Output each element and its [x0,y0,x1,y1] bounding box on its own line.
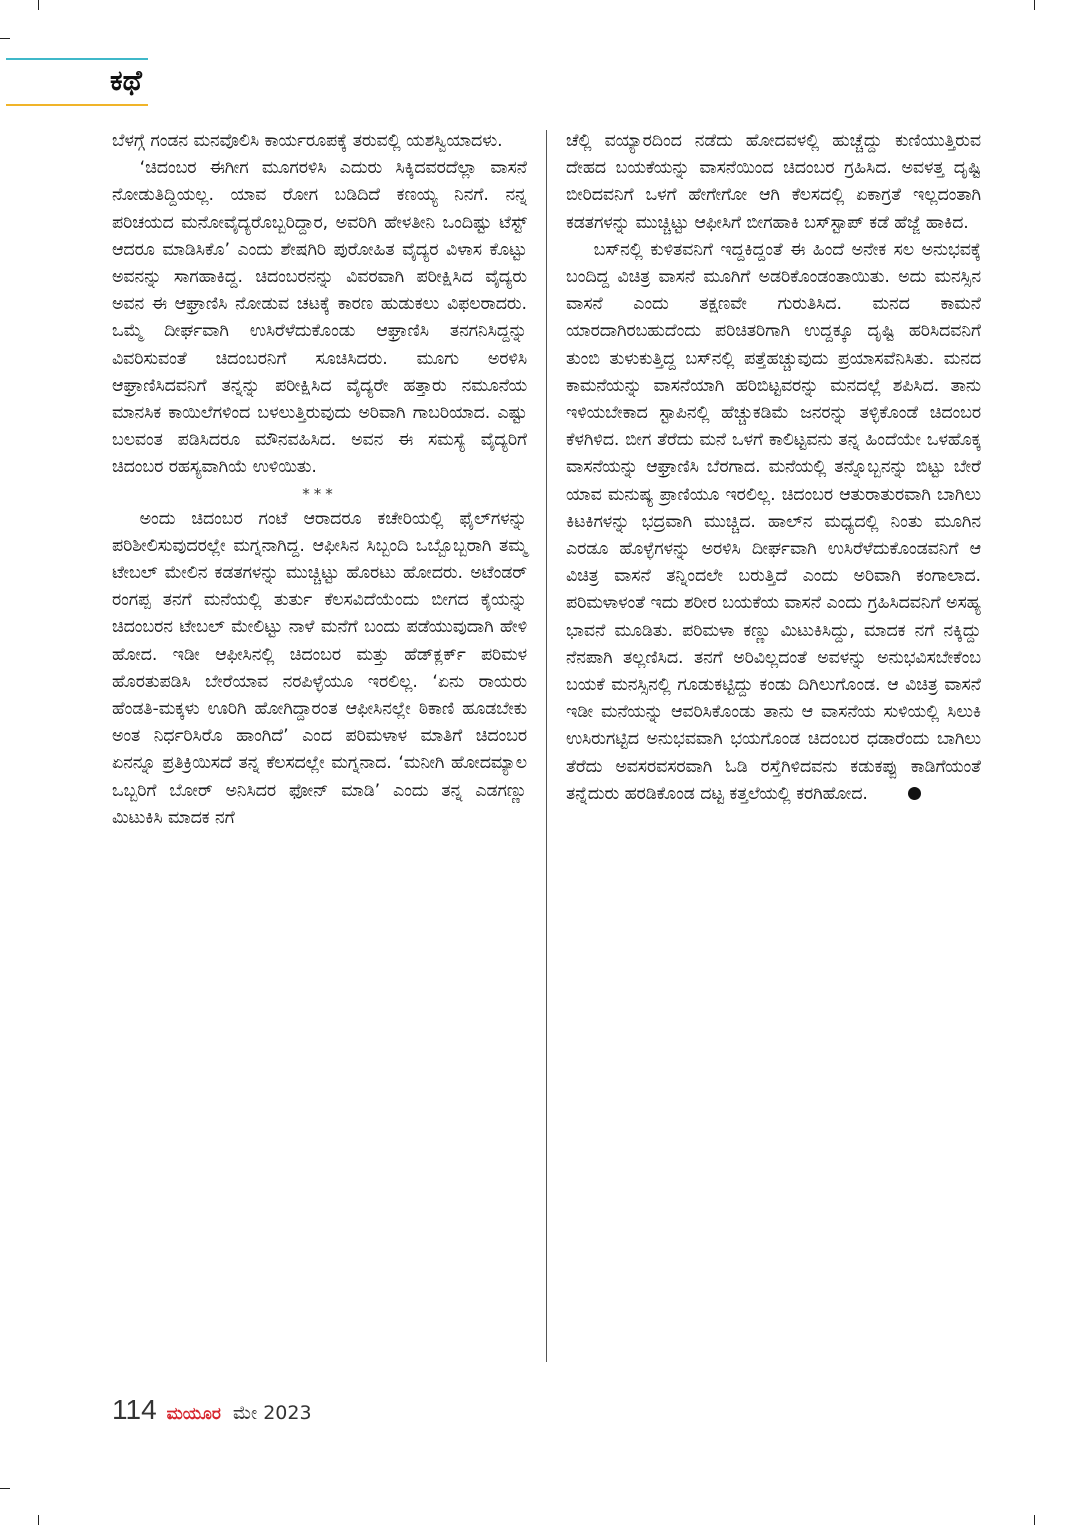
paragraph: ಬೆಳಗ್ಗೆ ಗಂಡನ ಮನವೊಲಿಸಿ ಕಾರ್ಯರೂಪಕ್ಕೆ ತರುವಲ್ಲಿ ಯಶಸ್ವಿಯಾದಳು. [112,131,503,151]
page-footer [112,1394,312,1428]
paragraph-final [566,237,981,808]
crop-mark [38,1515,39,1525]
section-title: ಕಥೆ [110,64,142,97]
paragraph: ‘ಚಿದಂಬರ ಈಗೀಗ ಮೂಗರಳಿಸಿ ಎದುರು ಸಿಕ್ಕಿದವರದೆಲ್ಲಾ ವಾಸನೆ ನೋಡುತಿದ್ದಿಯಲ್ಲ. ಯಾವ ರೋಗ ಬಡಿದಿದೆ ಕಣಯ್ಯ ನಿನಗೆ. ನನ್ನ ಪರಿಚಯದ ಮನೋವೈದ್ಯರೊಬ್ಬರಿದ್ದಾರ, ಅವರಿಗಿ ಹೇಳತೀನಿ ಒಂದಿಷ್ಟು ಟೆಸ್ಟ್ ಆದರೂ ಮಾಡಿಸಿಕೊ’ ಎಂದು ಶೇಷಗಿರಿ ಪುರೋಹಿತ ವೈದ್ಯರ ವಿಳಾಸ ಕೊಟ್ಟು ಅವನನ್ನು ಸಾಗಹಾಕಿದ್ದ. ಚಿದಂಬರನನ್ನು ವಿವರವಾಗಿ ಪರೀಕ್ಷಿಸಿದ ವೈದ್ಯರು ಅವನ ಈ ಆಘ್ರಾಣಿಸಿ ನೋಡುವ ಚಟಕ್ಕೆ ಕಾರಣ ಹುಡುಕಲು ವಿಫಲರಾದರು. ಒಮ್ಮೆ ದೀರ್ಘವಾಗಿ ಉಸಿರೆಳೆದುಕೊಂಡು ಆಘ್ರಾಣಿಸಿ ತನಗನಿಸಿದ್ದನ್ನು ವಿವರಿಸುವಂತೆ ಚಿದಂಬರನಿಗೆ ಸೂಚಿಸಿದರು. ಮೂಗು ಅರಳಿಸಿ ಆಘ್ರಾಣಿಸಿದವನಿಗೆ ತನ್ನನ್ನು ಪರೀಕ್ಷಿಸಿದ ವೈದ್ಯರೇ ಹತ್ತಾರು ನಮೂನೆಯ ಮಾನಸಿಕ ಕಾಯಿಲೆಗಳಿಂದ ಬಳಲುತ್ತಿರುವುದು ಅರಿವಾಗಿ ಗಾಬರಿಯಾದ. ಎಷ್ಟು ಬಲವಂತ ಪಡಿಸಿದರೂ ಮೌನವಹಿಸಿದ. ಅವನ ಈ ಸಮಸ್ಯೆ ವೈದ್ಯರಿಗೆ ಚಿದಂಬರ ರಹಸ್ಯವಾಗಿಯೆ ಉಳಿಯಿತು. [112,158,527,478]
paragraph-text: ಬಸ್‌ನಲ್ಲಿ ಕುಳಿತವನಿಗೆ ಇದ್ದಕಿದ್ದಂತೆ ಈ ಹಿಂದೆ ಅನೇಕ ಸಲ ಅನುಭವಕ್ಕೆ ಬಂದಿದ್ದ ವಿಚಿತ್ರ ವಾಸನೆ ಮೂಗಿಗೆ ಅಡರಿಕೊಂಡಂತಾಯಿತು. ಅದು ಮನಸ್ಸಿನ ವಾಸನೆ ಎಂದು ತಕ್ಷಣವೇ ಗುರುತಿಸಿದ. ಮನದ ಕಾಮನೆ ಯಾರದಾಗಿರಬಹುದೆಂದು ಪರಿಚಿತರಿಗಾಗಿ ಉದ್ದಕ್ಕೂ ದೃಷ್ಟಿ ಹರಿಸಿದವನಿಗೆ ತುಂಬಿ ತುಳುಕುತ್ತಿದ್ದ ಬಸ್‌ನಲ್ಲಿ ಪತ್ತೆಹಚ್ಚುವುದು ಪ್ರಯಾಸವೆನಿಸಿತು. ಮನದ ಕಾಮನೆಯನ್ನು ವಾಸನೆಯಾಗಿ ಹರಿಬಿಟ್ಟವರನ್ನು ಮನದಲ್ಲೆ ಶಪಿಸಿದ. ತಾನು ಇಳಿಯಬೇಕಾದ ಸ್ಟಾಪಿನಲ್ಲಿ ಹೆಚ್ಚುಕಡಿಮೆ ಜನರನ್ನು ತಳ್ಳಿಕೊಂಡೆ ಚಿದಂಬರ ಕೆಳಗಿಳಿದ. ಬೀಗ ತೆರೆದು ಮನೆ ಒಳಗೆ ಕಾಲಿಟ್ಟವನು ತನ್ನ ಹಿಂದೆಯೇ ಒಳಹೊಕ್ಕ ವಾಸನೆಯನ್ನು ಆಘ್ರಾಣಿಸಿ ಬೆರಗಾದ. ಮನೆಯಲ್ಲಿ ತನ್ನೊಬ್ಬನನ್ನು ಬಿಟ್ಟು ಬೇರೆ ಯಾವ ಮನುಷ್ಯ ಪ್ರಾಣಿಯೂ ಇರಲಿಲ್ಲ. ಚಿದಂಬರ ಆತುರಾತುರವಾಗಿ ಬಾಗಿಲು ಕಿಟಕಿಗಳನ್ನು ಭದ್ರವಾಗಿ ಮುಚ್ಚಿದ. ಹಾಲ್‌ನ ಮಧ್ಯದಲ್ಲಿ ನಿಂತು ಮೂಗಿನ ಎರಡೂ ಹೊಳ್ಳೆಗಳನ್ನು ಅರಳಿಸಿ ದೀರ್ಘವಾಗಿ ಉಸಿರೆಳೆದುಕೊಂಡವನಿಗೆ ಆ ವಿಚಿತ್ರ ವಾಸನೆ ತನ್ನಿಂದಲೇ ಬರುತ್ತಿದೆ ಎಂದು ಅರಿವಾಗಿ ಕಂಗಾಲಾದ. ಪರಿಮಳಾಳಂತೆ ಇದು ಶರೀರ ಬಯಕೆಯ ವಾಸನೆ ಎಂದು ಗ್ರಹಿಸಿದವನಿಗೆ ಅಸಹ್ಯ ಭಾವನೆ ಮೂಡಿತು. ಪರಿಮಳಾ ಕಣ್ಣು ಮಿಟುಕಿಸಿದ್ದು, ಮಾದಕ ನಗೆ ನಕ್ಕಿದ್ದು ನೆನಪಾಗಿ ತಲ್ಲಣಿಸಿದ. ತನಗೆ ಅರಿವಿಲ್ಲದಂತೆ ಅವಳನ್ನು ಅನುಭವಿಸಬೇಕೆಂಬ ಬಯಕೆ ಮನಸ್ಸಿನಲ್ಲಿ ಗೂಡುಕಟ್ಟಿದ್ದು ಕಂಡು ದಿಗಿಲುಗೊಂಡ. ಆ ವಿಚಿತ್ರ ವಾಸನೆ ಇಡೀ ಮನೆಯನ್ನು ಆವರಿಸಿಕೊಂಡು ತಾನು ಆ ವಾಸನೆಯ ಸುಳಿಯಲ್ಲಿ ಸಿಲುಕಿ ಉಸಿರುಗಟ್ಟಿದ ಅನುಭವವಾಗಿ ಭಯಗೊಂಡ ಚಿದಂಬರ ಧಡಾರೆಂದು ಬಾಗಿಲು ತೆರೆದು ಅವಸರವಸರವಾಗಿ ಓಡಿ ರಸ್ತೆಗಿಳಿದವನು ಕಡುಕಪ್ಪು ಕಾಡಿಗೆಯಂತೆ ತನ್ನೆದುರು ಹರಡಿಕೊಂಡ ದಟ್ಟ ಕತ್ತಲೆಯಲ್ಲಿ ಕರಗಿಹೋದ. [566,239,981,804]
end-of-story-mark [908,787,921,800]
section-separator: *** [302,484,337,503]
header-rule-cyan [6,58,148,60]
crop-mark [38,0,39,10]
crop-mark [0,1488,10,1489]
magazine-logo: ಮಯೂರ [166,1404,221,1424]
page-number: 114 [112,1394,157,1425]
left-column [112,128,527,832]
paragraph: ಚೆಲ್ಲಿ ವಯ್ಯಾರದಿಂದ ನಡೆದು ಹೋದವಳಲ್ಲಿ ಹುಚ್ಚೆದ್ದು ಕುಣಿಯುತ್ತಿರುವ ದೇಹದ ಬಯಕೆಯನ್ನು ವಾಸನೆಯಿಂದ ಚಿದಂಬರ ಗ್ರಹಿಸಿದ. ಅವಳತ್ತ ದೃಷ್ಟಿ ಬೀರಿದವನಿಗೆ ಒಳಗೆ ಹೇಗೇಗೋ ಆಗಿ ಕೆಲಸದಲ್ಲಿ ಏಕಾಗ್ರತೆ ಇಲ್ಲದಂತಾಗಿ ಕಡತಗಳನ್ನು ಮುಚ್ಚಿಟ್ಟು ಆಫೀಸಿಗೆ ಬೀಗಹಾಕಿ ಬಸ್‌ಸ್ಟಾಪ್ ಕಡೆ ಹೆಜ್ಜೆ ಹಾಕಿದ. [566,131,981,233]
header-rule-yellow [6,104,148,106]
crop-mark [1034,1515,1035,1525]
right-column [566,128,981,808]
column-divider [546,130,547,1362]
crop-mark [0,38,10,39]
issue-date: ಮೇ 2023 [232,1402,312,1424]
crop-mark [1034,0,1035,10]
paragraph: ಅಂದು ಚಿದಂಬರ ಗಂಟೆ ಆರಾದರೂ ಕಚೇರಿಯಲ್ಲಿ ಫೈಲ್‌ಗಳನ್ನು ಪರಿಶೀಲಿಸುವುದರಲ್ಲೇ ಮಗ್ನನಾಗಿದ್ದ. ಆಫೀಸಿನ ಸಿಬ್ಬಂದಿ ಒಬ್ಬೊಬ್ಬರಾಗಿ ತಮ್ಮ ಟೇಬಲ್ ಮೇಲಿನ ಕಡತಗಳನ್ನು ಮುಚ್ಚಿಟ್ಟು ಹೊರಟು ಹೋದರು. ಅಟೆಂಡರ್ ರಂಗಪ್ಪ ತನಗೆ ಮನೆಯಲ್ಲಿ ತುರ್ತು ಕೆಲಸವಿದೆಯೆಂದು ಬೀಗದ ಕೈಯನ್ನು ಚಿದಂಬರನ ಟೇಬಲ್ ಮೇಲಿಟ್ಟು ನಾಳೆ ಮನೆಗೆ ಬಂದು ಪಡೆಯುವುದಾಗಿ ಹೇಳಿ ಹೋದ. ಇಡೀ ಆಫೀಸಿನಲ್ಲಿ ಚಿದಂಬರ ಮತ್ತು ಹೆಡ್‌ಕ್ಲರ್ಕ್ ಪರಿಮಳ ಹೊರತುಪಡಿಸಿ ಬೇರೆಯಾವ ನರಪಿಳ್ಳೆಯೂ ಇರಲಿಲ್ಲ. ‘ಏನು ರಾಯರು ಹೆಂಡತಿ-ಮಕ್ಕಳು ಊರಿಗಿ ಹೋಗಿದ್ದಾರಂತ ಆಫೀಸಿನಲ್ಲೇ ಠಿಕಾಣಿ ಹೂಡಬೇಕು ಅಂತ ನಿರ್ಧರಿಸಿರೊ ಹಾಂಗಿದೆ’ ಎಂದ ಪರಿಮಳಾಳ ಮಾತಿಗೆ ಚಿದಂಬರ ಏನನ್ನೂ ಪ್ರತಿಕ್ರಿಯಿಸದೆ ತನ್ನ ಕೆಲಸದಲ್ಲೇ ಮಗ್ನನಾದ. ‘ಮನೀಗಿ ಹೋದಮ್ಯಾಲ ಒಬ್ಬರಿಗೆ ಬೋರ್ ಅನಿಸಿದರ ಫೋನ್ ಮಾಡಿ’ ಎಂದು ತನ್ನ ಎಡಗಣ್ಣು ಮಿಟುಕಿಸಿ ಮಾದಕ ನಗೆ [112,508,527,828]
